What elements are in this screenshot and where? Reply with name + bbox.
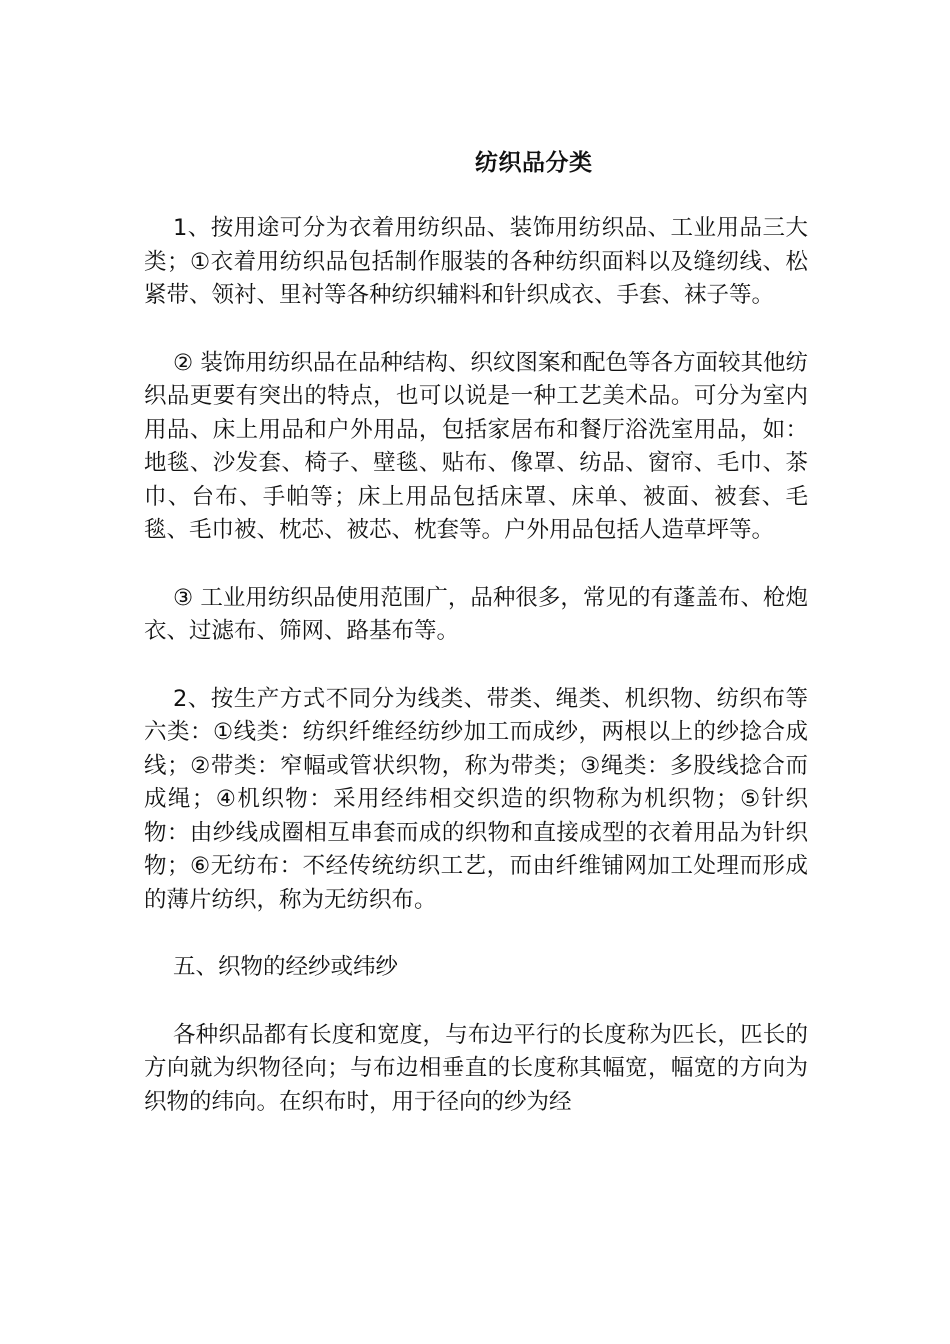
document-title: 纺织品分类	[475, 150, 593, 176]
paragraph-usage-classification: 1、按用途可分为衣着用纺织品、装饰用纺织品、工业用品三大类；①衣着用纺织品包括制作服装的各种纺织面料以及缝纫线、松紧带、领衬、里衬等各种纺织辅料和针织成衣、手套、袜子等。	[144, 215, 808, 308]
paragraph-warp-weft-description: 各种织品都有长度和宽度，与布边平行的长度称为匹长，匹长的方向就为织物径向；与布边相垂直的长度称其幅宽，幅宽的方向为织物的纬向。在织布时，用于径向的纱为经	[144, 1021, 808, 1115]
document-body	[144, 212, 808, 1153]
section-heading-warp-weft: 五、织物的经纱或纬纱	[173, 954, 399, 980]
paragraph-production-classification: 2、按生产方式不同分为线类、带类、绳类、机织物、纺织布等六类：①线类：纺织纤维经纺纱加工而成纱，两根以上的纱捻合成线；②带类：窄幅或管状织物，称为带类；③绳类：多股线捻合而成绳；④机织物：采用经纬相交织造的织物称为机织物；⑤针织物：由纱线成圈相互串套而成的织物和直接成型的衣着用品为针织物；⑥无纺布：不经传统纺织工艺，而由纤维铺网加工处理而形成的薄片纺织，称为无纺织布。	[144, 685, 808, 913]
paragraph-industrial-textiles: ③ 工业用纺织品使用范围广，品种很多，常见的有蓬盖布、枪炮衣、过滤布、筛网、路基布等。	[144, 584, 808, 644]
paragraph-decorative-textiles: ② 装饰用纺织品在品种结构、织纹图案和配色等各方面较其他纺织品更要有突出的特点，也可以说是一种工艺美术品。可分为室内用品、床上用品和户外用品，包括家居布和餐厅浴洗室用品，如：地毯、沙发套、椅子、壁毯、贴布、像罩、纺品、窗帘、毛巾、茶巾、台布、手帕等；床上用品包括床罩、床单、被面、被套、毛毯、毛巾被、枕芯、被芯、枕套等。户外用品包括人造草坪等。	[144, 349, 808, 543]
